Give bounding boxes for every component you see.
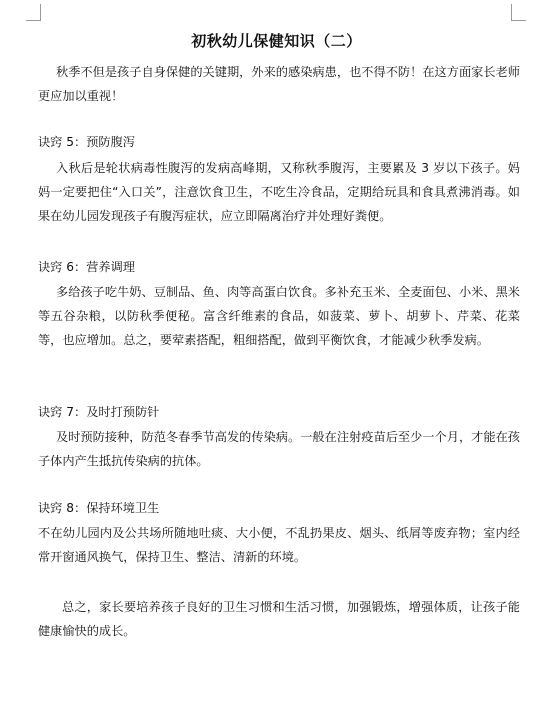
crop-mark-top-left xyxy=(26,4,41,21)
section-body-6: 多给孩子吃牛奶、豆制品、鱼、肉等高蛋白饮食。多补充玉米、全麦面包、小米、黑米等五谷杂粮，以防秋季便秘。富含纤维素的食品，如菠菜、萝卜、胡萝卜、芹菜、花菜等，也应增加。总之，要荤素搭配，粗细搭配，做到平衡饮食，才能减少秋季发病。 xyxy=(38,285,520,347)
section-heading-6: 诀窍 6：营养调理 xyxy=(38,260,135,274)
section-heading-5: 诀窍 5：预防腹泻 xyxy=(38,135,135,149)
intro-paragraph: 秋季不但是孩子自身保健的关键期，外来的感染病患，也不得不防！在这方面家长老师更应加以重视！ xyxy=(38,65,520,103)
document-title: 初秋幼儿保健知识（二） xyxy=(191,32,362,50)
crop-mark-top-right xyxy=(511,4,526,21)
section-heading-8: 诀窍 8：保持环境卫生 xyxy=(38,501,160,515)
section-body-7: 及时预防接种，防范冬春季节高发的传染病。一般在注射疫苗后至少一个月，才能在孩子体内产生抵抗传染病的抗体。 xyxy=(38,430,520,468)
section-body-8: 不在幼儿园内及公共场所随地吐痰、大小便，不乱扔果皮、烟头、纸屑等废弃物；室内经常开窗通风换气，保持卫生、整洁、清新的环境。 xyxy=(38,526,520,564)
section-heading-7: 诀窍 7：及时打预防针 xyxy=(38,405,160,419)
conclusion-paragraph: 总之，家长要培养孩子良好的卫生习惯和生活习惯，加强锻炼，增强体质，让孩子能健康愉快的成长。 xyxy=(38,600,520,638)
section-body-5: 入秋后是轮状病毒性腹泻的发病高峰期，又称秋季腹泻，主要累及 3 岁以下孩子。妈妈一定要把住“入口关”，注意饮食卫生，不吃生冷食品，定期给玩具和食具煮沸消毒。如果在幼儿园发现孩子有腹泻症状，应立即隔离治疗并处理好粪便。 xyxy=(38,161,520,223)
